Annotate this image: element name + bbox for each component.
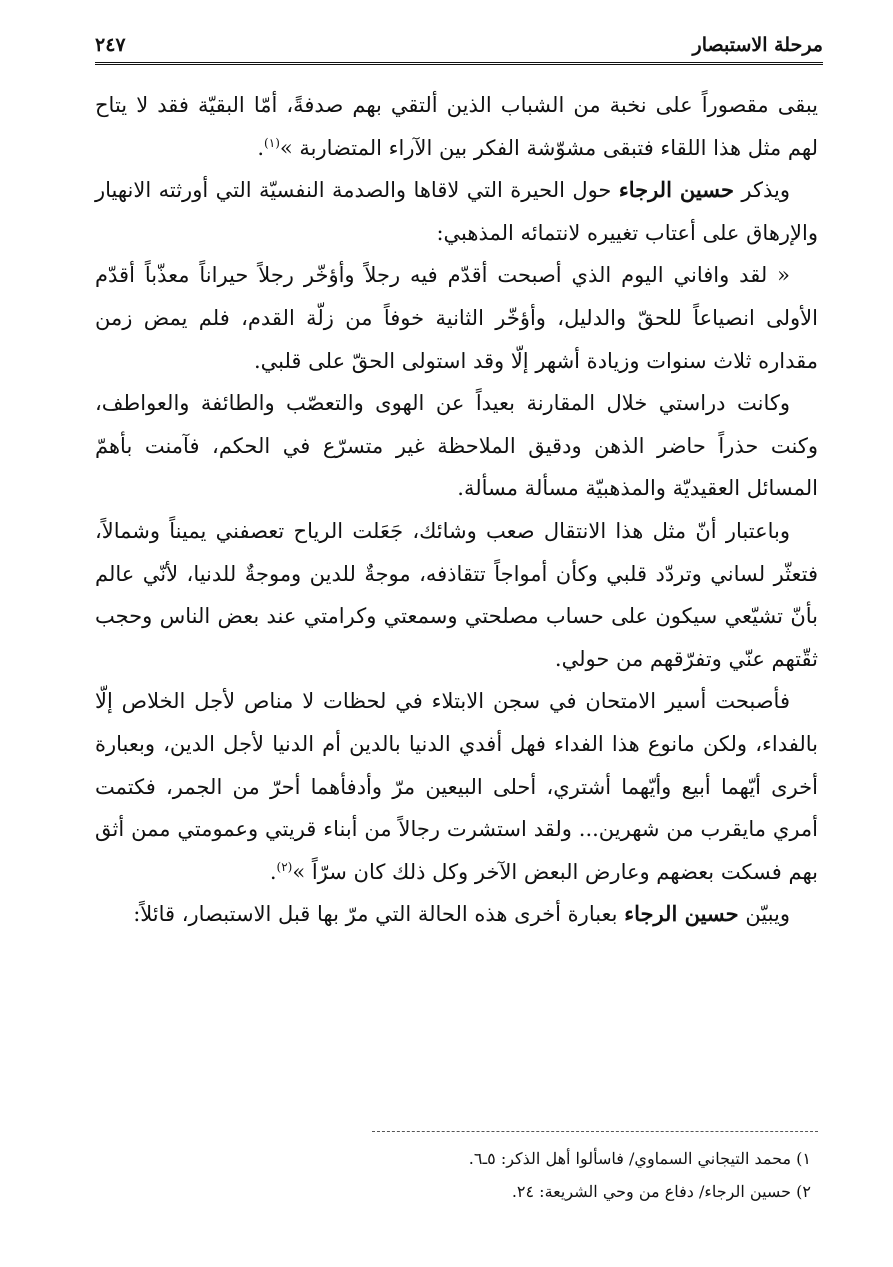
paragraph-3-quote: « لقد وافاني اليوم الذي أصبحت أقدّم فيه رجلاً وأؤخّر رجلاً حيراناً معذّباً أقدّم الأولى انصياعاً للحقّ والدليل، وأؤخّر الثانية خوفاً من زلّة القدم، فلم يمض زمن مقداره ثلاث سنوات وزيادة أشهر إلّا وقد استولى الحقّ على قلبي. — [95, 263, 818, 373]
chapter-title: مرحلة الاستبصار — [692, 34, 823, 56]
paragraph-1 — [95, 84, 818, 169]
paragraph-2 — [95, 169, 818, 254]
footnote-ref-2: (٢) — [276, 859, 293, 874]
paragraph-1-text: يبقى مقصوراً على نخبة من الشباب الذين ألتقي بهم صدفةً، أمّا البقيّة فقد لا يتاح لهم مثل هذا اللقاء فتبقى مشوّشة الفكر بين الآراء المتضاربة » — [95, 93, 818, 160]
paragraph-2-start: ويذكر — [741, 178, 790, 203]
footnote-1: ١) محمد التيجاني السماوي/ فاسألوا أهل الذكر: ٥ـ٦. — [468, 1149, 811, 1168]
page-number: ٢٤٧ — [95, 34, 126, 56]
paragraph-6-text: فأصبحت أسير الامتحان في سجن الابتلاء في لحظات لا مناص لأجل الخلاص إلّا بالفداء، ولكن مانوع هذا الفداء فهل أفدي الدنيا بالدين أم الدنيا لأجل الدين، وبعبارة أخرى أيّهما أبيع وأيّهما أشتري، أحلى البيعين مرّ وأدفأهما أحرّ من الجمر، فكتمت أمري مايقرب من شهرين... ولقد استشرت رجالاً من أبناء قريتي وعمومتي ممن أثق بهم فسكت بعضهم وعارض البعض الآخر وكل ذلك كان سرّاً » — [95, 689, 818, 884]
paragraph-7 — [95, 893, 818, 936]
paragraph-6-end: . — [269, 859, 277, 884]
header-rule — [95, 62, 823, 67]
paragraph-4: وكانت دراستي خلال المقارنة بعيداً عن الهوى والتعصّب والطائفة والعواطف، وكنت حذراً حاضر الذهن ودقيق الملاحظة غير متسرّع في الحكم، فآمنت بأهمّ المسائل العقيديّة والمذهبيّة مسألة مسألة. — [95, 391, 818, 501]
paragraph-6 — [95, 680, 818, 893]
paragraph-7-rest: بعبارة أخرى هذه الحالة التي مرّ بها قبل الاستبصار، قائلاً: — [133, 902, 618, 927]
paragraph-5: وباعتبار أنّ مثل هذا الانتقال صعب وشائك، جَعَلت الرياح تعصفني يميناً وشمالاً، فتعثّر لساني وتردّد قلبي وكأن أمواجاً تتقاذفه، موجةٌ للدين وموجةٌ للدنيا، لأنّي عالم بأنّ تشيّعي سيكون على حساب مصلحتي وسمعتي وكرامتي عند بعض الناس وحجب ثقّتهم عنّي وتفرّقهم من حولي. — [95, 518, 818, 671]
person-name: حسين الرجاء — [618, 177, 734, 203]
main-text — [95, 84, 818, 936]
footnote-2: ٢) حسين الرجاء/ دفاع من وحي الشريعة: ٢٤. — [511, 1182, 811, 1201]
running-header — [95, 32, 823, 66]
paragraph-1-end: . — [257, 135, 265, 160]
paragraph-7-start: ويبيّن — [745, 902, 790, 927]
paragraph-2-rest: حول الحيرة التي لاقاها والصدمة النفسيّة التي أورثته الانهيار والإرهاق على أعتاب تغييره لانتمائه المذهبي: — [95, 178, 818, 245]
footnotes — [95, 1142, 811, 1208]
footnote-separator — [372, 1131, 818, 1132]
footnote-ref-1: (١) — [264, 135, 280, 150]
person-name: حسين الرجاء — [624, 901, 739, 927]
